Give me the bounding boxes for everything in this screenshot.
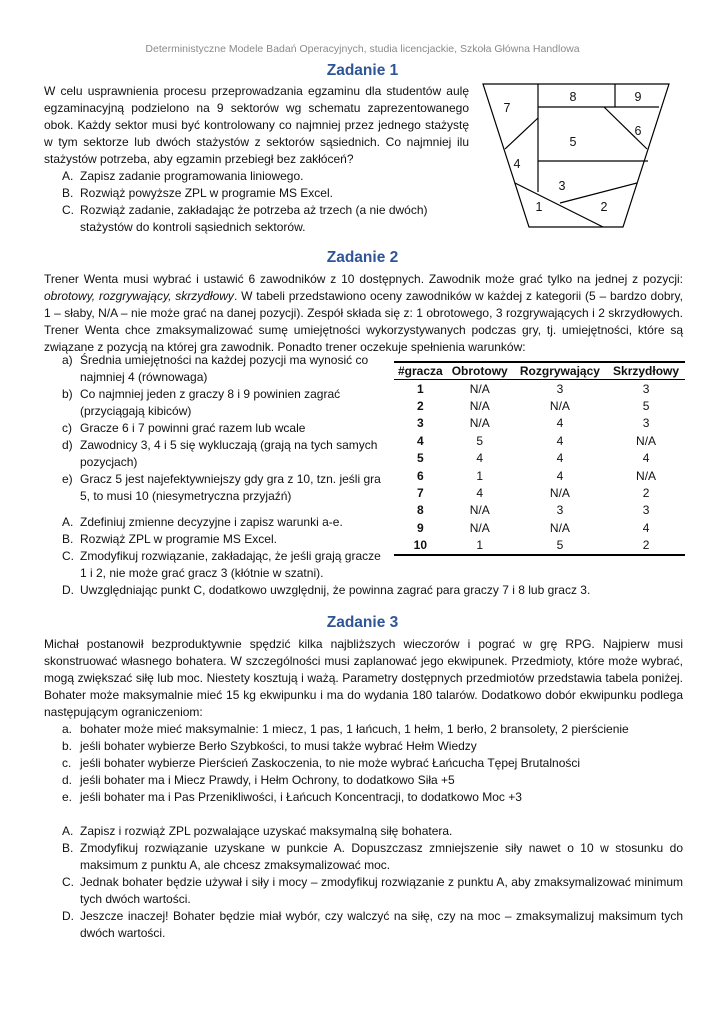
condition-item: a) Średnia umiejętności na każdej pozycji ma wynosić co najmniej 4 (równowaga)	[62, 353, 369, 384]
table-cell: 3	[556, 381, 564, 396]
task2-conditions	[44, 352, 389, 505]
table-cell: 4	[556, 468, 564, 483]
sector-label: 2	[600, 200, 608, 214]
task1-item: C. Rozwiąż zadanie, zakładając że potrzeba aż trzech (a nie dwóch) stażystów do kontroli sąsiednich sektorów.	[62, 203, 428, 234]
table-cell: 4	[417, 433, 424, 448]
task-item: C. Zmodyfikuj rozwiązanie, zakładając, że jeśli grają gracze 1 i 2, nie może grać gracz 3 (kłótnie w szatni).	[62, 549, 381, 580]
table-row	[394, 519, 685, 536]
table-cell: 5	[556, 538, 564, 553]
sector-label: 7	[503, 101, 511, 115]
constraint-item: b. jeśli bohater wybierze Berło Szybkości, to musi także wybrać Hełm Wiedzy	[62, 739, 477, 753]
table-cell: 3	[642, 416, 650, 431]
table-cell: N/A	[636, 433, 657, 448]
sector-label: 4	[513, 157, 521, 171]
table-row	[394, 450, 685, 467]
constraint-item: a. bohater może mieć maksymalnie: 1 miecz, 1 pas, 1 łańcuch, 1 hełm, 1 berło, 2 bransolety, 2 pierścienie	[62, 722, 629, 736]
table-cell: 5	[642, 399, 650, 414]
table-cell: N/A	[549, 520, 570, 535]
task1-item: A. Zapisz zadanie programowania liniowego.	[62, 169, 304, 183]
table-row	[394, 467, 685, 484]
task-item: A. Zdefiniuj zmienne decyzyjne i zapisz warunki a-e.	[62, 515, 343, 529]
exam-room-diagram	[0, 0, 725, 240]
condition-item: b) Co najmniej jeden z graczy 8 i 9 powinien zagrać (przyciągają kibiców)	[62, 387, 341, 418]
table-cell: 7	[417, 486, 424, 501]
table-cell: 4	[642, 520, 650, 535]
table-row	[394, 432, 685, 449]
table-cell: 2	[417, 399, 424, 414]
task1-item: B. Rozwiąż powyższe ZPL w programie MS Excel.	[62, 186, 333, 200]
constraint-item: d. jeśli bohater ma i Miecz Prawdy, i Hełm Ochrony, to dodatkowo Siła +5	[62, 773, 455, 787]
table-row	[394, 537, 685, 555]
task1-text: W celu usprawnienia procesu przeprowadzania egzaminu dla studentów aulę egzaminacyjną podzielono na 9 sektorów wg schematu zaprezentowanego obok. Każdy sektor musi być kontrolowany co najmniej przez jednego stażystę w tym sektorze lub dwóch stażystów z sektorów sąsiednich. Co najmniej ilu stażystów potrzeba, aby egzamin przebiegł bez zakłóceń?	[44, 84, 469, 166]
table-row	[394, 484, 685, 501]
task3-title: Zadanie 3	[326, 614, 399, 631]
condition-item: d) Zawodnicy 3, 4 i 5 się wykluczają (grają na tych samych pozycjach)	[62, 438, 378, 469]
task1-title: Zadanie 1	[326, 62, 399, 79]
sector-label: 9	[634, 90, 642, 104]
constraint-item: e. jeśli bohater ma i Pas Przenikliwości, i Łańcuch Koncentracji, to dodatkowo Moc +3	[62, 790, 522, 804]
table-cell: 4	[642, 451, 650, 466]
task-item: B. Rozwiąż ZPL w programie MS Excel.	[62, 532, 277, 546]
column-header: Rozgrywający	[513, 362, 607, 380]
table-cell: 3	[556, 503, 564, 518]
column-header: #gracza	[394, 362, 447, 380]
table-cell: 5	[417, 451, 424, 466]
sector-label: 5	[569, 135, 577, 149]
table-cell: N/A	[636, 468, 657, 483]
table-cell: 10	[413, 538, 428, 553]
table-cell: 6	[417, 468, 424, 483]
table-cell: 2	[642, 538, 650, 553]
task-item: A. Zapisz i rozwiąż ZPL pozwalające uzyskać maksymalną siłę bohatera.	[62, 824, 453, 838]
table-cell: N/A	[469, 503, 490, 518]
players-table	[394, 361, 685, 556]
condition-item: c) Gracze 6 i 7 powinni grać razem lub wcale	[62, 421, 306, 435]
table-cell: 8	[417, 503, 424, 518]
table-cell: N/A	[549, 486, 570, 501]
table-cell: N/A	[469, 381, 490, 396]
task2-intro: Trener Wenta musi wybrać i ustawić 6 zawodników z 10 dostępnych. Zawodnik może grać tylko na jednej z pozycji: obrotowy, rozgrywający, skrzydłowy. W tabeli przedstawiono oceny zawodników w każdej z kategorii (5 – bardzo dobry, 1 – słaby, N/A – nie może grać na danej pozycji). Zespół składa się z: 1 obrotowego, 3 rozgrywających i 2 skrzydłowych. Trener Wenta chce zmaksymalizować sumę umiejętności wykorzystywanych podczas gry, tj. umiejętności, które są związane z pozycją na której gra zawodnik. Ponadto trener oczekuje spełnienia warunków:	[44, 272, 683, 354]
table-cell: 3	[642, 503, 650, 518]
table-row	[394, 502, 685, 519]
table-cell: 1	[417, 381, 424, 396]
task3-text: Michał postanowił bezproduktywnie spędzić kilka najbliższych wieczorów i pograć w grę RPG. Najpierw musi skonstruować własnego bohatera. W szczególności musi zaplanować jego ekwipunek. Przedmioty, które może wybrać, mogą zwiększać siłę lub moc. Niestety kosztują i ważą. Parametry dostępnych przedmiotów przedstawia tabela poniżej. Bohater może maksymalnie mieć 15 kg ekwipunku i ma do wydania 180 talarów. Dodatkowo dobór ekwipunku podlega następującym ograniczeniom:	[44, 637, 683, 719]
sector-label: 6	[634, 124, 642, 138]
condition-item: e) Gracz 5 jest najefektywniejszy gdy gra z 10, tzn. jeśli gra 5, to musi 10 (niesymetryczna przyjaźń)	[62, 472, 381, 503]
table-cell: 4	[556, 433, 564, 448]
task-item: C. Jednak bohater będzie używał i siły i mocy – zmodyfikuj rozwiązanie z punktu A, aby zmaksymalizować minimum tych dwóch wartości.	[62, 875, 683, 906]
constraint-item: c. jeśli bohater wybierze Pierścień Zaskoczenia, to nie może wybrać Łańcucha Tępej Brutalności	[62, 756, 581, 770]
table-cell: N/A	[549, 399, 570, 414]
sector-label: 1	[535, 200, 543, 214]
column-header: Skrzydłowy	[607, 362, 685, 380]
table-row	[394, 415, 685, 432]
table-cell: 1	[476, 468, 484, 483]
task-item: D. Jeszcze inaczej! Bohater będzie miał wybór, czy walczyć na siłę, czy na moc – zmaksymalizuj maksimum tych dwóch wartości.	[62, 909, 683, 940]
column-header: Obrotowy	[447, 362, 513, 380]
table-cell: 9	[417, 520, 424, 535]
task-item: D. Uwzględniając punkt C, dodatkowo uwzględnij, że powinna zagrać para graczy 7 i 8 lub gracz 3.	[62, 583, 591, 597]
table-cell: 3	[417, 416, 424, 431]
table-row	[394, 380, 685, 398]
table-cell: 1	[476, 538, 484, 553]
table-cell: 4	[476, 486, 484, 501]
table-row	[394, 397, 685, 414]
table-cell: 4	[476, 451, 484, 466]
sector-label: 8	[569, 90, 577, 104]
task-item: B. Zmodyfikuj rozwiązanie uzyskane w punkcie A. Dopuszczasz zmniejszenie siły nawet o 10 w stosunku do maksimum z punktu A, ale chcesz zmaksymalizować moc.	[62, 841, 683, 872]
table-cell: N/A	[469, 520, 490, 535]
table-cell: N/A	[469, 416, 490, 431]
table-header-row	[394, 362, 685, 380]
table-cell: 3	[642, 381, 650, 396]
table-cell: 2	[642, 486, 650, 501]
page-header: Deterministyczne Modele Badań Operacyjnych, studia licencjackie, Szkoła Główna Handlowa	[145, 43, 580, 55]
task2-title: Zadanie 2	[326, 249, 399, 266]
sector-label: 3	[558, 179, 566, 193]
table-cell: 5	[476, 433, 484, 448]
table-cell: 4	[556, 451, 564, 466]
table-cell: 4	[556, 416, 564, 431]
table-cell: N/A	[469, 399, 490, 414]
task3-body	[44, 636, 683, 942]
